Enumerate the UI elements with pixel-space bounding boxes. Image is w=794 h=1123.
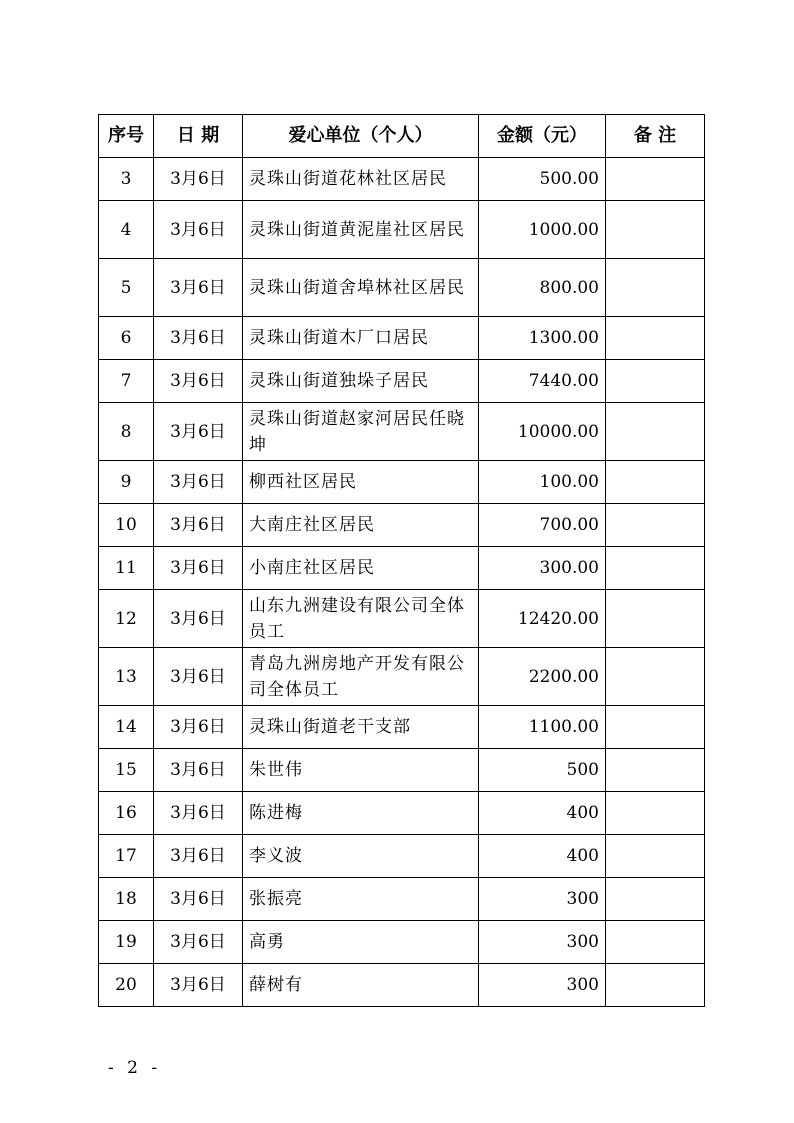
row-donor: 柳西社区居民 (243, 461, 479, 504)
row-donor: 高勇 (243, 921, 479, 964)
row-date: 3月6日 (154, 835, 243, 878)
row-donor: 灵珠山街道老干支部 (243, 706, 479, 749)
row-note (606, 921, 705, 964)
row-amount: 12420.00 (479, 590, 606, 648)
table-row (99, 792, 705, 835)
row-donor: 张振亮 (243, 878, 479, 921)
page-number: - 2 - (108, 1058, 162, 1078)
row-amount: 300 (479, 921, 606, 964)
row-seq: 8 (99, 403, 154, 461)
row-seq: 9 (99, 461, 154, 504)
row-note (606, 547, 705, 590)
row-note (606, 878, 705, 921)
row-amount: 500 (479, 749, 606, 792)
row-note (606, 964, 705, 1007)
row-donor: 灵珠山街道舍埠林社区居民 (243, 259, 479, 317)
row-note (606, 317, 705, 360)
row-seq: 17 (99, 835, 154, 878)
row-donor: 陈进梅 (243, 792, 479, 835)
row-seq: 18 (99, 878, 154, 921)
table-row (99, 461, 705, 504)
row-amount: 800.00 (479, 259, 606, 317)
row-note (606, 504, 705, 547)
row-seq: 6 (99, 317, 154, 360)
table-row (99, 749, 705, 792)
row-seq: 16 (99, 792, 154, 835)
row-donor: 朱世伟 (243, 749, 479, 792)
row-donor: 大南庄社区居民 (243, 504, 479, 547)
row-seq: 20 (99, 964, 154, 1007)
row-seq: 13 (99, 648, 154, 706)
table-row (99, 547, 705, 590)
row-amount: 2200.00 (479, 648, 606, 706)
row-amount: 10000.00 (479, 403, 606, 461)
header-seq: 序号 (99, 115, 154, 158)
row-amount: 300.00 (479, 547, 606, 590)
row-amount: 1000.00 (479, 201, 606, 259)
table-row (99, 317, 705, 360)
row-amount: 1300.00 (479, 317, 606, 360)
row-donor: 小南庄社区居民 (243, 547, 479, 590)
row-seq: 4 (99, 201, 154, 259)
row-amount: 7440.00 (479, 360, 606, 403)
table-row (99, 504, 705, 547)
row-amount: 400 (479, 835, 606, 878)
row-donor: 灵珠山街道木厂口居民 (243, 317, 479, 360)
row-amount: 700.00 (479, 504, 606, 547)
table-row (99, 590, 705, 648)
row-note (606, 706, 705, 749)
row-seq: 19 (99, 921, 154, 964)
row-seq: 14 (99, 706, 154, 749)
row-seq: 11 (99, 547, 154, 590)
row-note (606, 201, 705, 259)
row-date: 3月6日 (154, 317, 243, 360)
row-amount: 400 (479, 792, 606, 835)
row-note (606, 259, 705, 317)
row-donor: 李义波 (243, 835, 479, 878)
table-row (99, 878, 705, 921)
row-date: 3月6日 (154, 749, 243, 792)
table-row (99, 158, 705, 201)
table-row (99, 648, 705, 706)
row-date: 3月6日 (154, 201, 243, 259)
row-note (606, 648, 705, 706)
row-note (606, 792, 705, 835)
row-seq: 5 (99, 259, 154, 317)
table-row (99, 360, 705, 403)
row-note (606, 403, 705, 461)
row-seq: 3 (99, 158, 154, 201)
table-row (99, 201, 705, 259)
row-date: 3月6日 (154, 792, 243, 835)
table-row (99, 706, 705, 749)
row-date: 3月6日 (154, 878, 243, 921)
row-date: 3月6日 (154, 504, 243, 547)
table-row (99, 835, 705, 878)
row-note (606, 461, 705, 504)
row-seq: 10 (99, 504, 154, 547)
row-donor: 灵珠山街道黄泥崖社区居民 (243, 201, 479, 259)
row-note (606, 590, 705, 648)
row-date: 3月6日 (154, 158, 243, 201)
header-date: 日 期 (154, 115, 243, 158)
row-note (606, 360, 705, 403)
header-amount: 金额（元） (479, 115, 606, 158)
donation-table (98, 114, 705, 1007)
row-amount: 500.00 (479, 158, 606, 201)
row-date: 3月6日 (154, 259, 243, 317)
row-date: 3月6日 (154, 706, 243, 749)
row-donor: 灵珠山街道赵家河居民任晓坤 (243, 403, 479, 461)
row-date: 3月6日 (154, 403, 243, 461)
row-date: 3月6日 (154, 547, 243, 590)
row-date: 3月6日 (154, 648, 243, 706)
row-seq: 12 (99, 590, 154, 648)
table-header-row (99, 115, 705, 158)
row-date: 3月6日 (154, 360, 243, 403)
row-date: 3月6日 (154, 590, 243, 648)
row-date: 3月6日 (154, 964, 243, 1007)
row-amount: 100.00 (479, 461, 606, 504)
row-amount: 300 (479, 964, 606, 1007)
row-date: 3月6日 (154, 461, 243, 504)
table-row (99, 921, 705, 964)
row-donor: 青岛九洲房地产开发有限公司全体员工 (243, 648, 479, 706)
row-amount: 1100.00 (479, 706, 606, 749)
table-row (99, 964, 705, 1007)
table-row (99, 259, 705, 317)
row-donor: 灵珠山街道独垛子居民 (243, 360, 479, 403)
header-note: 备 注 (606, 115, 705, 158)
row-seq: 7 (99, 360, 154, 403)
row-donor: 山东九洲建设有限公司全体员工 (243, 590, 479, 648)
row-donor: 灵珠山街道花林社区居民 (243, 158, 479, 201)
row-note (606, 158, 705, 201)
header-donor: 爱心单位（个人） (243, 115, 479, 158)
row-note (606, 749, 705, 792)
table-row (99, 403, 705, 461)
row-donor: 薛树有 (243, 964, 479, 1007)
row-date: 3月6日 (154, 921, 243, 964)
row-seq: 15 (99, 749, 154, 792)
row-amount: 300 (479, 878, 606, 921)
row-note (606, 835, 705, 878)
